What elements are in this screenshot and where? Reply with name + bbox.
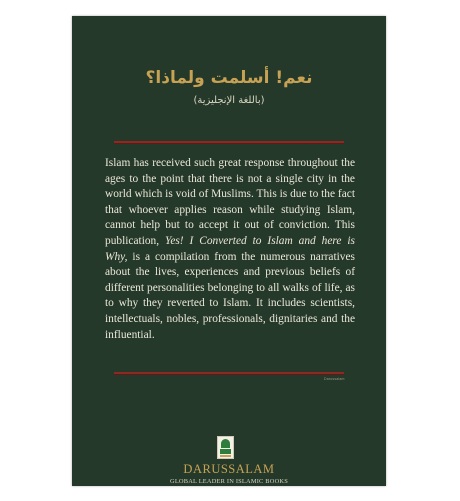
bottom-divider: [114, 372, 344, 375]
logo-strip-shape: [220, 455, 231, 457]
publisher-name: DARUSSALAM: [183, 462, 275, 476]
logo-dome-shape: [221, 439, 230, 448]
darussalam-mosque-logo-icon: [217, 436, 234, 459]
arabic-subtitle: (باللغة الإنجليزية): [193, 95, 265, 106]
description-book-title: Yes! I Converted to Islam and here is Why,: [105, 234, 355, 263]
book-description: [105, 156, 355, 343]
logo-base-shape: [220, 449, 231, 454]
top-divider: [114, 141, 344, 144]
arabic-title: نعم! أسلمت ولماذا؟: [145, 68, 313, 88]
description-text-start: Islam has received such great response throughout the ages to the point that there is not a single city in the world which is void of Muslims. This is due to the fact that whoever applies reason while studying Islam, cannot help but to accept it out of conviction. This publication,: [105, 157, 355, 247]
small-credit: Darussalam: [324, 377, 345, 381]
book-back-cover: [72, 16, 386, 486]
description-text-end: is a compilation from the numerous narratives about the lives, experiences and previous beliefs of different personalities belonging to all walks of life, as to why they reverted to Islam. It includes scientists, intellectuals, nobles, professionals, dignitaries and the influential.: [105, 250, 355, 341]
publisher-tagline: GLOBAL LEADER IN ISLAMIC BOOKS: [170, 478, 288, 485]
